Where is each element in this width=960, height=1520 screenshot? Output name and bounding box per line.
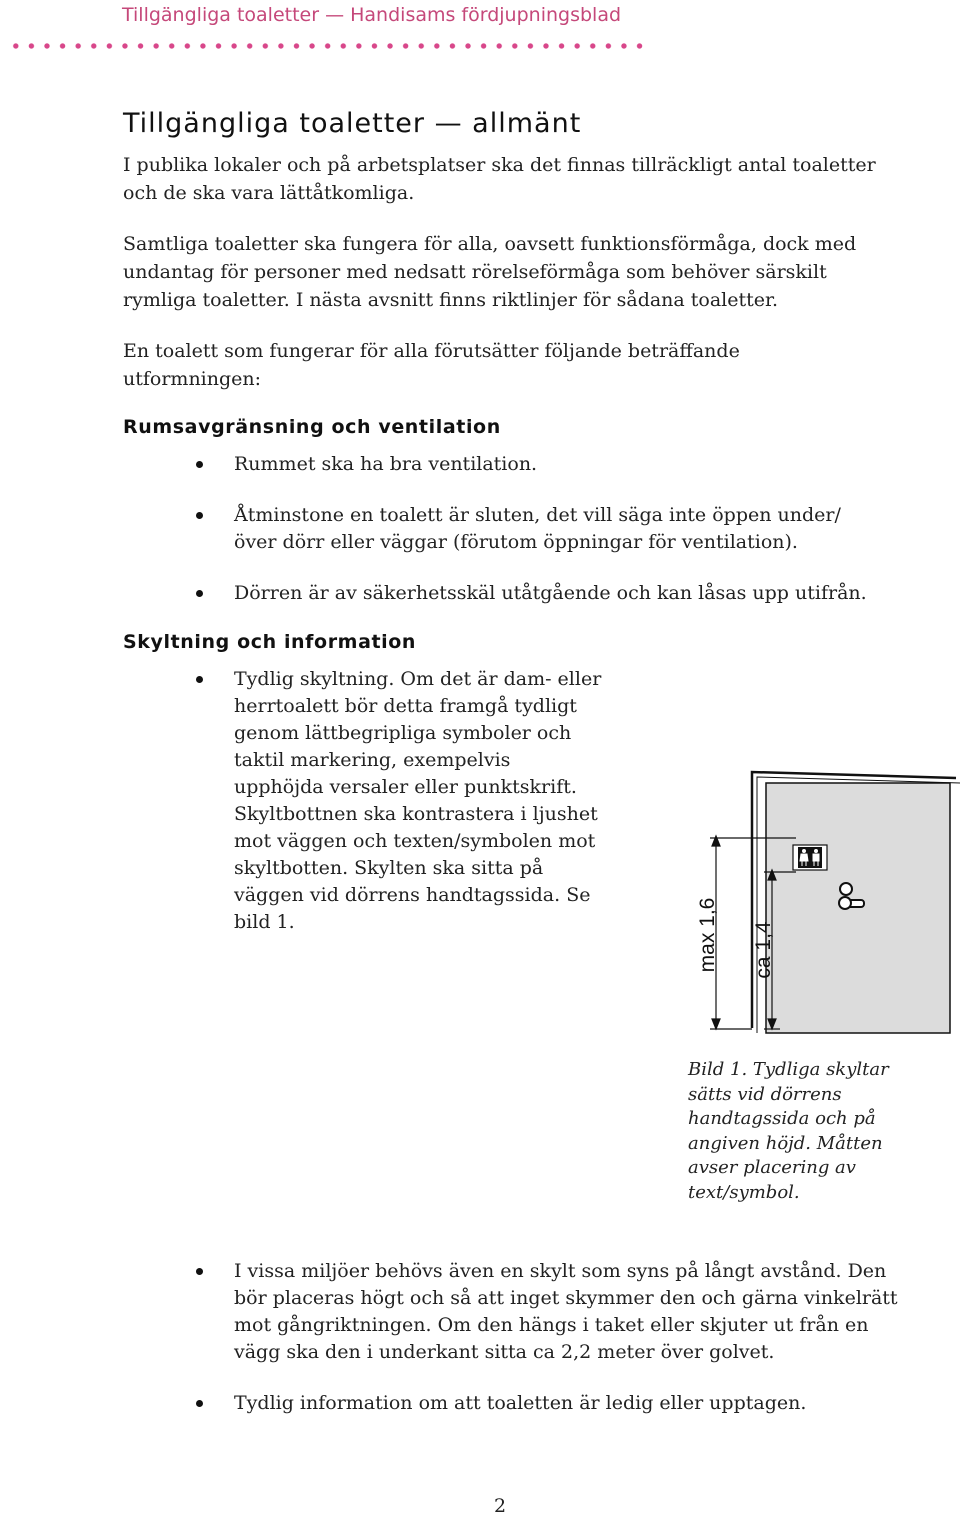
- figure-caption: Bild 1. Tydliga skyltar sätts vid dörrens handtagssida och på angiven höjd. Måtten avser placering av text/symbol.: [688, 1059, 889, 1203]
- door-illustration: [680, 770, 960, 1040]
- list-item: Dörren är av säkerhetsskäl utåtgående och kan låsas upp utifrån.: [123, 580, 883, 607]
- page-number: 2: [493, 1495, 507, 1517]
- list-item: Tydlig skyltning. Om det är dam- eller herrtoalett bör detta framgå tydligt genom lättbegripliga symboler och taktil markering, exempelvis upphöjda versaler eller punktskrift. Skyltbottnen ska kontrastera i ljushet mot väggen och texten/symbolen mot skyltbotten. Skylten ska sitta på väggen vid dörrens handtagssida. Se bild 1.: [123, 666, 604, 936]
- paragraph-all-users: Samtliga toaletter ska fungera för alla, oavsett funktionsförmåga, dock med undantag för personer med nedsatt rörelseförmåga som behöver särskilt rymliga toaletter. I nästa avsnitt finns riktlinjer för sådana toaletter.: [123, 233, 857, 311]
- list-item: Rummet ska ha bra ventilation.: [123, 451, 883, 478]
- dotted-divider: [8, 41, 648, 51]
- door-handle-rosette: [839, 897, 851, 909]
- label-max-height: max 1,6: [696, 897, 719, 973]
- list-ventilation: [123, 451, 883, 607]
- toilet-sign-icon: [793, 845, 827, 870]
- paragraph-intro: I publika lokaler och på arbetsplatser ska det finnas tillräckligt antal toaletter och de ska vara lättåtkomliga.: [123, 154, 876, 204]
- heading-signage: Skyltning och information: [123, 631, 417, 653]
- running-header: Tillgängliga toaletter — Handisams fördjupningsblad: [122, 4, 622, 26]
- label-ca-height: ca 1,4: [752, 921, 775, 979]
- heading-ventilation: Rumsavgränsning och ventilation: [123, 416, 501, 438]
- list-item: Tydlig information om att toaletten är ledig eller upptagen.: [123, 1390, 913, 1417]
- door-lock-icon: [840, 883, 852, 895]
- paragraph-requirements: En toalett som fungerar för alla förutsätter följande beträffande utformningen:: [123, 340, 740, 390]
- door-sign-figure: [680, 770, 960, 1040]
- bottom-list-container: [123, 1258, 913, 1441]
- page-title: Tillgängliga toaletter — allmänt: [123, 108, 582, 139]
- list-item: Åtminstone en toalett är sluten, det vill säga inte öppen under/över dörr eller väggar (förutom öppningar för ventilation).: [123, 502, 883, 556]
- list-signage-more: [123, 1258, 913, 1417]
- list-item: I vissa miljöer behövs även en skylt som syns på långt avstånd. Den bör placeras högt och så att inget skymmer den och gärna vinkelrätt mot gångriktningen. Om den hängs i taket eller skjuter ut från en vägg ska den i underkant sitta ca 2,2 meter över golvet.: [123, 1258, 913, 1366]
